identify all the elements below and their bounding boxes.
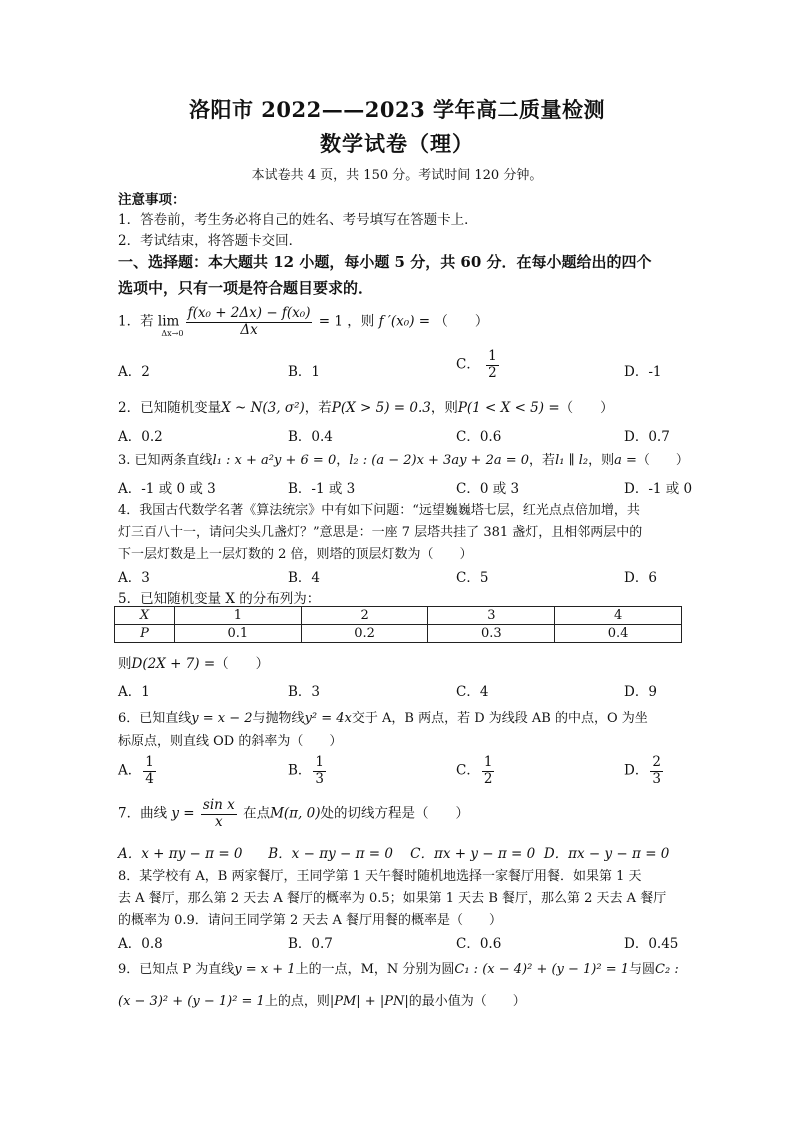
- exam-subtitle: 数学试卷（理）: [320, 131, 474, 156]
- table-cell: 1: [174, 607, 301, 625]
- option-b: B．-1 或 3: [288, 481, 356, 497]
- q7-fraction: $\frac{\text{sin x}}{x}$: [202, 797, 235, 830]
- table-cell: X: [115, 607, 175, 625]
- question-8-line1: 8．某学校有 A，B 两家餐厅，王同学第 1 天午餐时随机地选择一家餐厅用餐．如果第 1 天: [118, 869, 642, 884]
- q2-options: [118, 425, 678, 445]
- option-d: D．-1 或 0: [624, 481, 693, 497]
- table-cell: 0.4: [555, 625, 682, 643]
- q6-options: [118, 755, 678, 795]
- q8-options: [118, 932, 678, 952]
- question-2: 2．已知随机变量X ~ N(3, σ²)，若P(X > 5) = 0.3，则P(1 < X < 5) =（ ）: [118, 400, 614, 416]
- table-row: [115, 625, 682, 643]
- option-c: C．5: [456, 570, 489, 586]
- question-3: 3. 已知两条直线l₁ : x + a²y + 6 = 0，l₂ : (a − 2)x + 3ay + 2a = 0，若l₁ ∥ l₂，则a =（ ）: [118, 453, 689, 468]
- option-a: A． $\frac{1}{4}$: [118, 754, 154, 787]
- option-c: C． $\frac{1}{2}$: [456, 348, 497, 381]
- option-d: D．0.45: [624, 936, 679, 952]
- section-heading-line1: 一、选择题：本大题共 12 小题，每小题 5 分，共 60 分．在每小题给出的四个: [118, 253, 652, 271]
- question-6-line2: 标原点，则直线 OD 的斜率为（ ）: [118, 734, 343, 749]
- question-1: 1．若 limΔx→0 $\frac{\text{f(x₀ + 2Δx) − f(x₀)}}{\Delta x}$ = 1 ，则 f ′(x₀) = （ ）: [118, 305, 489, 338]
- option-c: C．πx + y − π = 0: [410, 846, 536, 862]
- q3-options: [118, 477, 693, 497]
- q1-options: [118, 348, 678, 381]
- option-a: A．3: [118, 570, 150, 586]
- option-c: C．0 或 3: [456, 481, 520, 497]
- notice-item-1: 1．答卷前，考生务必将自己的姓名、考号填写在答题卡上．: [118, 212, 478, 228]
- exam-title: 洛阳市 2022——2023 学年高二质量检测: [188, 97, 605, 122]
- notice-heading: 注意事项：: [118, 192, 186, 208]
- limit-symbol: lim: [157, 313, 180, 330]
- option-a: A．1: [118, 684, 150, 700]
- option-c: C． $\frac{1}{2}$: [456, 754, 493, 787]
- table-cell: 0.2: [301, 625, 428, 643]
- option-c: C．4: [456, 684, 489, 700]
- option-b: B．x − πy − π = 0: [268, 846, 393, 862]
- option-a: A．0.8: [118, 936, 163, 952]
- question-4-line3: 下一层灯数是上一层灯数的 2 倍，则塔的顶层灯数为（ ）: [118, 547, 473, 562]
- option-a: A．x + πy − π = 0: [118, 846, 243, 862]
- option-a: A．-1 或 0 或 3: [118, 481, 216, 497]
- distribution-table: [114, 606, 682, 643]
- question-8-line3: 的概率为 0.9．请问王同学第 2 天去 A 餐厅用餐的概率是（ ）: [118, 913, 502, 928]
- option-d: D．0.7: [624, 429, 670, 445]
- option-c: C．0.6: [456, 936, 502, 952]
- table-cell: 2: [301, 607, 428, 625]
- option-d: D．9: [624, 684, 657, 700]
- option-b: B．0.7: [288, 936, 333, 952]
- question-4-line2: 灯三百八十一，请问尖头几盏灯？”意思是：一座 7 层塔共挂了 381 盏灯，且相邻两层中的: [118, 525, 643, 540]
- table-cell: 0.1: [174, 625, 301, 643]
- option-d: D．πx − y − π = 0: [543, 846, 670, 862]
- question-5: 5．已知随机变量 X 的分布列为：: [118, 591, 321, 607]
- table-cell: P: [115, 625, 175, 643]
- option-b: B．4: [288, 570, 321, 586]
- question-5-ask: 则D(2X + 7) =（ ）: [118, 656, 270, 672]
- q7-options: [118, 842, 669, 862]
- question-8-line2: 去 A 餐厅，那么第 2 天去 A 餐厅的概率为 0.5；如果第 1 天去 B 餐厅，那么第 2 天去 A 餐厅: [118, 891, 667, 906]
- option-b: B．0.4: [288, 429, 333, 445]
- option-c: C．0.6: [456, 429, 502, 445]
- notice-item-2: 2．考试结束，将答题卡交回．: [118, 233, 303, 249]
- question-6-line1: 6．已知直线y = x − 2与抛物线y² = 4x交于 A，B 两点，若 D 为线段 AB 的中点，O 为坐: [118, 711, 648, 726]
- table-row: [115, 607, 682, 625]
- table-cell: 3: [428, 607, 555, 625]
- option-a: A．0.2: [118, 429, 163, 445]
- option-d: D． $\frac{2}{3}$: [624, 754, 661, 787]
- option-d: D．6: [624, 570, 657, 586]
- option-a: A．2: [118, 364, 150, 380]
- q4-options: [118, 566, 678, 586]
- option-b: B． $\frac{1}{3}$: [288, 754, 325, 787]
- exam-info: 本试卷共 4 页，共 150 分。考试时间 120 分钟。: [251, 168, 543, 183]
- question-9-line1: 9．已知点 P 为直线y = x + 1上的一点，M，N 分别为圆C₁ : (x − 4)² + (y − 1)² = 1与圆C₂ :: [118, 962, 679, 977]
- question-7: 7．曲线 y = $\frac{\text{sin x}}{x}$ 在点M(π, 0)处的切线方程是（ ）: [118, 797, 469, 830]
- q1-fraction: $\frac{\text{f(x₀ + 2Δx) − f(x₀)}}{\Delta x}$: [187, 305, 311, 338]
- question-4-line1: 4．我国古代数学名著《算法统宗》中有如下问题：“远望巍巍塔七层，红光点点倍加增，共: [118, 503, 640, 518]
- option-d: D．-1: [624, 364, 662, 380]
- section-heading-line2: 选项中，只有一项是符合题目要求的．: [118, 279, 374, 297]
- option-b: B．1: [288, 364, 321, 380]
- question-9-line2: (x − 3)² + (y − 1)² = 1上的点，则|PM| + |PN|的最小值为（ ）: [118, 994, 526, 1009]
- table-cell: 0.3: [428, 625, 555, 643]
- q5-options: [118, 680, 678, 700]
- option-b: B．3: [288, 684, 321, 700]
- table-cell: 4: [555, 607, 682, 625]
